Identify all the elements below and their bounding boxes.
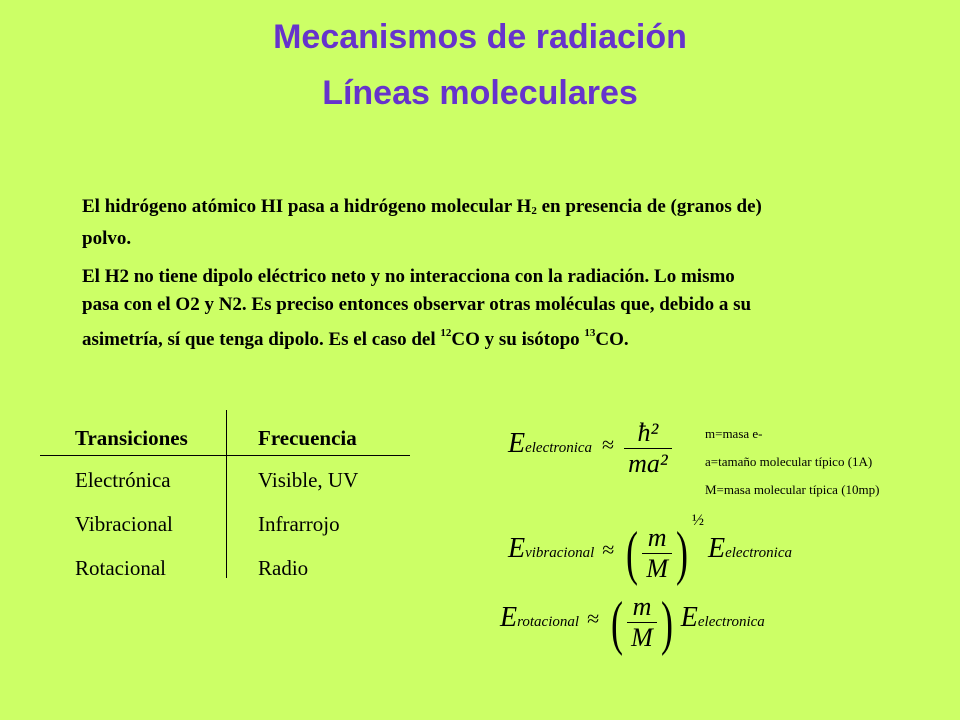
- formula-symbol-E: E: [707, 533, 726, 564]
- formula-subscript: electronica: [525, 440, 593, 457]
- formula-symbol-E: E: [508, 428, 526, 460]
- p1-text-a: El hidrógeno atómico HI pasa a hidrógeno molecular H: [82, 196, 532, 217]
- table-cell: Radio: [258, 556, 309, 580]
- table-header-frecuencia: Frecuencia: [258, 426, 357, 450]
- p2-text-b: CO y su isótopo: [451, 329, 585, 350]
- formula-subscript: rotacional: [517, 614, 580, 631]
- fraction-numerator: ħ²: [624, 418, 672, 449]
- table-cell: Vibracional: [75, 512, 173, 536]
- note-molecular-size: a=tamaño molecular típico (1A): [705, 454, 873, 469]
- fraction-numerator: m: [627, 592, 657, 623]
- table-header-transiciones: Transiciones: [75, 426, 188, 450]
- fraction: [624, 418, 672, 479]
- exponent-half: ½: [691, 512, 704, 529]
- table-cell: Visible, UV: [258, 468, 359, 492]
- table-cell: Electrónica: [75, 468, 171, 492]
- fraction-denominator: M: [631, 623, 653, 652]
- page-title: Mecanismos de radiación: [273, 18, 687, 56]
- fraction: [642, 523, 672, 584]
- formula-subscript: electronica: [725, 545, 793, 561]
- formula-symbol-E: E: [508, 533, 526, 564]
- table-column-divider: [226, 410, 227, 578]
- formula-subscript: vibracional: [525, 545, 595, 561]
- p2-text-a: El H2 no tiene dipolo eléctrico neto y no interacciona con la radiación. Lo mismo pasa con el O2 y N2. Es preciso entonces observar otras moléculas que, debido a su asimetría, sí que tenga dipolo. Es el caso del: [82, 266, 752, 350]
- formula-rotacional: [500, 589, 765, 656]
- p1-text-b: en presencia de (granos de) polvo.: [82, 196, 762, 249]
- right-paren: ): [675, 520, 688, 587]
- note-molecular-mass: M=masa molecular típica (10mp): [705, 482, 880, 497]
- p2-superscript-12: 12: [440, 327, 452, 339]
- approx-symbol: ≈: [602, 432, 615, 458]
- fraction-numerator: m: [642, 523, 672, 554]
- paragraph-dipole: [82, 263, 772, 354]
- formula-symbol-E: E: [500, 602, 518, 634]
- fraction-denominator: ma²: [628, 449, 668, 478]
- fraction-denominator: M: [646, 553, 668, 583]
- formula-vibracional: [508, 512, 793, 587]
- fraction: [627, 592, 657, 653]
- formula-electronica: [508, 418, 672, 479]
- p2-text-c: CO.: [595, 329, 629, 350]
- formula-subscript: electronica: [697, 614, 765, 631]
- p2-superscript-13: 13: [584, 327, 596, 339]
- approx-symbol: ≈: [602, 537, 615, 562]
- note-mass-electron: m=masa e-: [705, 426, 763, 441]
- table-header-divider: [40, 455, 410, 456]
- left-paren: (: [626, 520, 639, 587]
- table-cell: Rotacional: [75, 556, 166, 580]
- table-cell: Infrarrojo: [258, 512, 340, 536]
- formula-symbol-E: E: [680, 602, 698, 634]
- p1-subscript: 2: [531, 205, 537, 217]
- page-subtitle: Líneas moleculares: [322, 74, 638, 112]
- right-paren: ): [660, 589, 673, 656]
- left-paren: (: [611, 589, 624, 656]
- paragraph-hydrogen: [82, 193, 772, 253]
- approx-symbol: ≈: [587, 606, 600, 632]
